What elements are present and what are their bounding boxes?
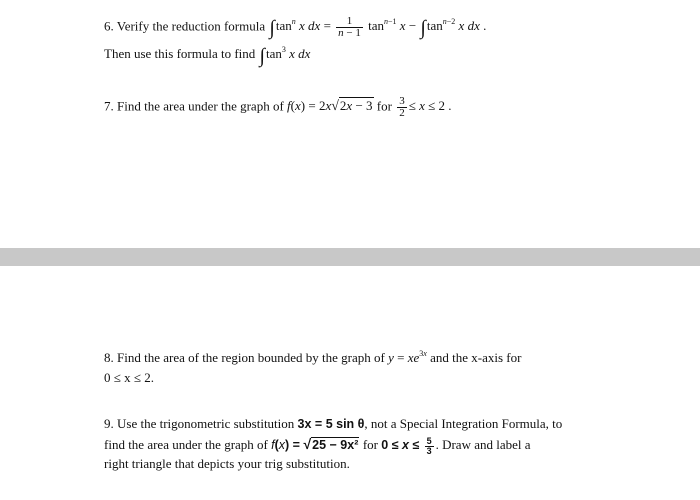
bottom-page-region [0, 266, 700, 500]
problem-8-number: 8. [104, 350, 114, 365]
problem-7-number: 7. [104, 98, 114, 114]
problem-6-prompt: Verify the reduction formula [116, 18, 266, 34]
problem-7-line [104, 96, 452, 119]
reduction-formula: $\int\tan^n$ x dx = $\frac{1}{n - 1}$ $\tan^{n-1} x - \int\tan^{n-2}$ x dx . [269, 15, 487, 40]
top-page-region [0, 0, 700, 248]
problem-6-line2-prompt: Then use this formula to find [104, 46, 256, 61]
problem-9-line2-end: Draw and label a [442, 437, 531, 452]
problem-8-prompt: Find the area of the region bounded by the graph of [117, 350, 385, 365]
problem-9-prompt: Use the trigonometric substitution [117, 416, 295, 431]
problem-7-prompt: Find the area under the graph of [117, 98, 284, 114]
problem-9-after-sub: , not a Special Integration Formula, to [364, 416, 563, 431]
problem-9-substitution: 3x = 5 sin θ [297, 417, 365, 431]
problem-9-line-2 [104, 436, 531, 456]
problem-9-line3: right triangle that depicts your trig substitution. [104, 456, 350, 471]
problem-9-line-1 [104, 416, 562, 432]
problem-7-range: $\frac{3}{2}$ ≤ x ≤ 2 . [399, 95, 452, 119]
integral-tan-cubed: $\int\tan^3$ x dx [259, 45, 311, 67]
problem-6-number: 6. [104, 18, 114, 34]
page-separator-band [0, 248, 700, 266]
problem-6-line-1 [104, 16, 486, 39]
problem-9-line2-prompt: find the area under the graph of [104, 437, 268, 452]
problem-8-function: $y = xe^{3x}$ [388, 349, 427, 365]
problem-8-and-text: and the x-axis for [430, 350, 522, 365]
problem-8-line-2 [104, 370, 154, 386]
problem-8-range: 0 ≤ x ≤ 2. [104, 370, 155, 385]
problem-9-number: 9. [104, 416, 114, 431]
problem-9-line-3 [104, 456, 350, 472]
problem-8-line-1 [104, 350, 521, 366]
problem-6-line-2 [104, 45, 311, 67]
problem-7-function: f(x) = 2x√2x − 3 [287, 98, 373, 115]
problem-7-for-word: for [376, 98, 392, 114]
problem-9-for-range: for 0 ≤ x ≤ $\frac{5}{3}$ . [362, 435, 443, 456]
problem-9-function: f(x) = √25 − 9x² [271, 436, 359, 452]
